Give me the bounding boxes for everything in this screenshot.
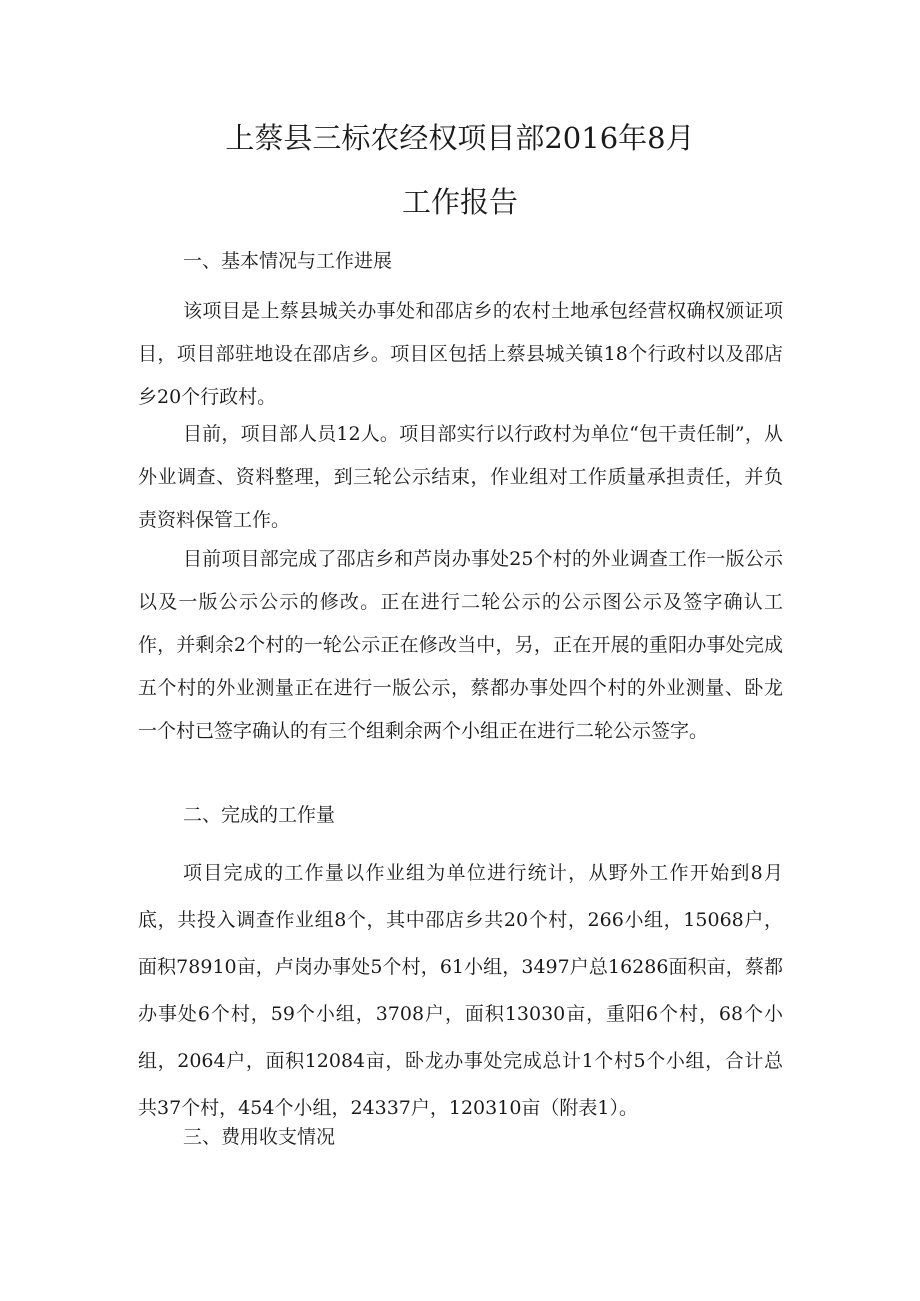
paragraph-workload-statistics: 项目完成的工作量以作业组为单位进行统计，从野外工作开始到8月底，共投入调查作业组8个，其中邵店乡共20个村，266小组，15068户，面积78910亩，卢岗办事处5个村，61小组，3497户总16286面积亩，蔡都办事处6个村，59个小组，3708户，面积13030亩，重阳6个村，68个小组，2064户，面积12084亩，卧龙办事处完成总计1个村5个小组，合计总共37个村，454个小组，24337户，120310亩（附表1）。 xyxy=(138,862,783,1119)
paragraph-progress: 目前项目部完成了邵店乡和芦岗办事处25个村的外业调查工作一版公示以及一版公示公示的修改。正在进行二轮公示的公示图公示及签字确认工作，并剩余2个村的一轮公示正在修改当中，另，正在开展的重阳办事处完成五个村的外业测量正在进行一版公示，蔡都办事处四个村的外业测量、卧龙一个村已签字确认的有三个组剩余两个小组正在进行二轮公示签字。 xyxy=(138,548,783,742)
document-title-line-2: 工作报告 xyxy=(401,185,518,219)
document-title-line-1: 上蔡县三标农经权项目部2016年8月 xyxy=(225,121,695,155)
paragraph-project-overview: 该项目是上蔡县城关办事处和邵店乡的农村土地承包经营权确权颁证项目，项目部驻地设在邵店乡。项目区包括上蔡县城关镇18个行政村以及邵店乡20个行政村。 xyxy=(138,300,783,408)
section-heading-expenses: 三、费用收支情况 xyxy=(183,1126,336,1148)
paragraph-staffing: 目前，项目部人员12人。项目部实行以行政村为单位“包干责任制”，从外业调查、资料整理，到三轮公示结束，作业组对工作质量承担责任，并负责资料保管工作。 xyxy=(138,423,783,531)
section-heading-basic-situation: 一、基本情况与工作进展 xyxy=(183,250,393,272)
section-heading-workload: 二、完成的工作量 xyxy=(183,804,336,826)
